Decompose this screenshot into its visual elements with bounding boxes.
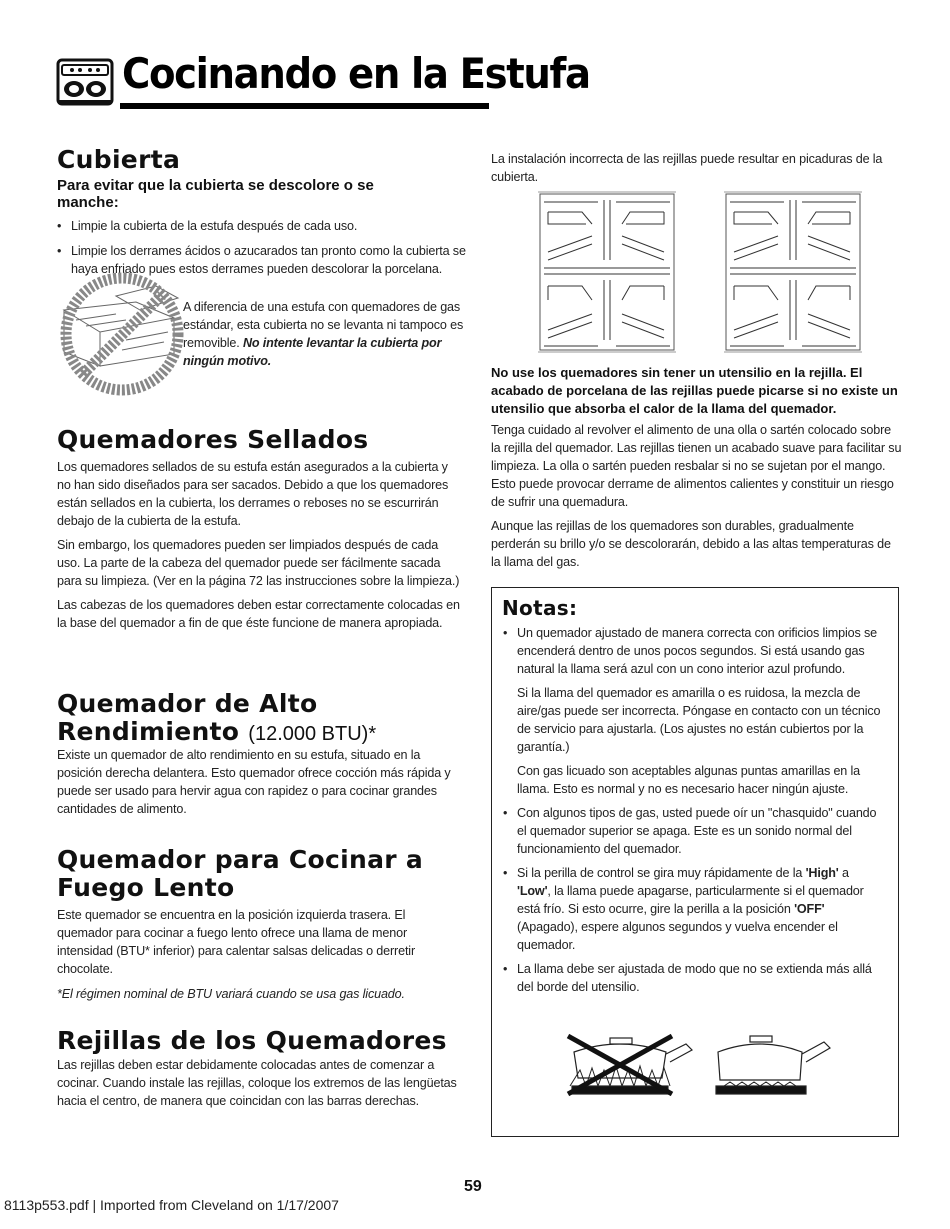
section-title-fuego-lento: [57, 846, 423, 902]
paragraph: Las cabezas de los quemadores deben estar correctamente colocadas en la base del quemador a fin de que éste funcione de manera apropiada.: [57, 598, 460, 630]
bullet-text: • Limpie la cubierta de la estufa después de cada uso.: [57, 217, 467, 235]
quemadores-sellados-body: [57, 458, 463, 638]
paragraph: Si la llama del quemador es amarilla o es ruidosa, la mezcla de aire/gas puede ser incorrecta. Póngase en contacto con un técnico de servicio para ajustarla. (Los ajustes no están cubiertos por la garantía.): [517, 686, 881, 754]
text: Si la perilla de control se gira muy rápidamente de la: [517, 866, 803, 880]
wrong-flame-pan: [568, 1036, 692, 1094]
low-label: 'Low': [517, 884, 548, 898]
burner-grates-illustration: [534, 190, 864, 360]
paragraph: • La llama debe ser ajustada de modo que no se extienda más allá del borde del utensilio.: [517, 962, 872, 994]
cubierta-para-text: A diferencia de una estufa con quemadores de gas estándar, esta cubierta no se levanta ni tampoco es removible.: [183, 300, 464, 350]
cubierta-subtitle: Para evitar que la cubierta se descolore o se manche:: [57, 177, 374, 211]
notes-item: [503, 864, 883, 954]
title-text: Rendimiento: [57, 717, 240, 746]
paragraph: Sin embargo, los quemadores pueden ser limpiados después de cada uso. La parte de la cabeza del quemador puede ser fácilmente sacada para su limpieza. (Ver en la página 72 las instrucciones sobre la limpieza.): [57, 538, 460, 588]
title-line: Fuego Lento: [57, 873, 235, 902]
rejillas-body: Las rejillas deben estar debidamente colocadas antes de comenzar a cocinar. Cuando instale las rejillas, coloque los extremos de las lengüetas hacia el centro, de manera que coincidan con las barras derechas.: [57, 1058, 457, 1108]
text: a: [842, 866, 849, 880]
notes-item: [503, 960, 883, 996]
notes-item: [503, 624, 883, 798]
section-title-alto-rendimiento: [57, 690, 376, 748]
correct-flame-pan: [716, 1036, 830, 1094]
bullet-text: • Limpie los derrames ácidos o azucarados tan pronto como la cubierta se haya enfriado pues estos derrames pueden descolorar la porcelana.: [71, 244, 466, 276]
off-label: 'OFF': [794, 902, 825, 916]
paragraph: [517, 864, 883, 954]
grate-right: [724, 192, 862, 352]
notes-item: [503, 804, 883, 858]
cubierta-bullet-1: [57, 217, 467, 235]
text: , la llama puede apagarse, particularmente si el quemador está frío. Si esto ocurre, gire la perilla a la posición: [517, 884, 864, 916]
page-title: Cocinando en la Estufa: [122, 49, 590, 98]
grate-warning: No use los quemadores sin tener un utensilio en la rejilla. El acabado de porcelana de las rejillas puede picarse si no existe un utensilio que absorba el calor de la llama del quemador.: [491, 365, 898, 416]
grate-care-para: Tenga cuidado al revolver el alimento de una olla o sartén colocado sobre la rejilla del quemador. Las rejillas tienen un acabado suave para facilitar su limpieza. La olla o sartén pueden resbalar si no se sujetan por el mango. Esto puede provocar derrame de alimentos calientes y constituir un riesgo de sufrir una quemadura.: [491, 423, 902, 509]
page-number: 59: [464, 1178, 482, 1195]
paragraph: • Con algunos tipos de gas, usted puede oír un "chasquido" cuando el quemador superior se apaga. Este es un sonido normal del funcionamiento del quemador.: [517, 806, 877, 856]
paragraph: • Un quemador ajustado de manera correcta con orificios limpios se encenderá dentro de unos pocos segundos. Si está usando gas natural la llama será azul con un cono interior azul profundo.: [517, 626, 877, 676]
btu-footnote: *El régimen nominal de BTU variará cuando se usa gas licuado.: [57, 987, 405, 1001]
high-label: 'High': [805, 866, 839, 880]
grate-left: [538, 192, 676, 352]
paragraph: Los quemadores sellados de su estufa están asegurados a la cubierta y no han sido diseñados para ser sacados. Debido a que los quemadores están sellados en la cubierta, los derrames o reboses no se escurrirán debajo de la cubierta de la estufa.: [57, 460, 449, 528]
section-title-cubierta: Cubierta: [57, 145, 181, 174]
cubierta-para-emphasis: No intente levantar la cubierta por ningún motivo.: [183, 336, 442, 368]
flame-size-illustration: [560, 1030, 840, 1098]
btu-rating: (12.000 BTU)*: [248, 723, 377, 745]
file-info: 8113p553.pdf | Imported from Cleveland on 1/17/2007: [4, 1197, 339, 1213]
grate-durability-para: Aunque las rejillas de los quemadores son durables, gradualmente perderán su brillo y/o se descolorarán, debido a las altas temperaturas de la llama del gas.: [491, 519, 891, 569]
title-line: Quemador para Cocinar a: [57, 845, 424, 874]
title-rule: [120, 103, 489, 109]
notes-title: Notas:: [502, 596, 578, 620]
header-icon: [56, 57, 114, 107]
alto-rendimiento-body: Existe un quemador de alto rendimiento en su estufa, situado en la posición derecha delantera. Esto quemador ofrece cocción más rápida y puede ser usado para hervir agua con rapidez o para cocinar grandes cantidades de alimento.: [57, 748, 451, 816]
title-line: Quemador de Alto: [57, 689, 318, 718]
grate-intro: La instalación incorrecta de las rejillas puede resultar en picaduras de la cubierta.: [491, 152, 883, 184]
text: (Apagado), espere algunos segundos y vuelva encender el quemador.: [517, 920, 838, 952]
notes-list: [503, 624, 883, 1002]
no-lift-cooktop-icon: [56, 262, 186, 410]
fuego-lento-body: Este quemador se encuentra en la posición izquierda trasera. El quemador para cocinar a fuego lento ofrece una llama de menor intensidad (BTU* inferior) para calentar salsas delicadas o derretir chocolate.: [57, 908, 415, 976]
paragraph: Con gas licuado son aceptables algunas puntas amarillas en la llama. Esto es normal y no es necesario hacer ningún ajuste.: [517, 764, 861, 796]
section-title-quemadores-sellados: Quemadores Sellados: [57, 425, 369, 454]
title-line: [57, 718, 376, 748]
section-title-rejillas: Rejillas de los Quemadores: [57, 1026, 447, 1055]
cubierta-para: [183, 298, 468, 370]
